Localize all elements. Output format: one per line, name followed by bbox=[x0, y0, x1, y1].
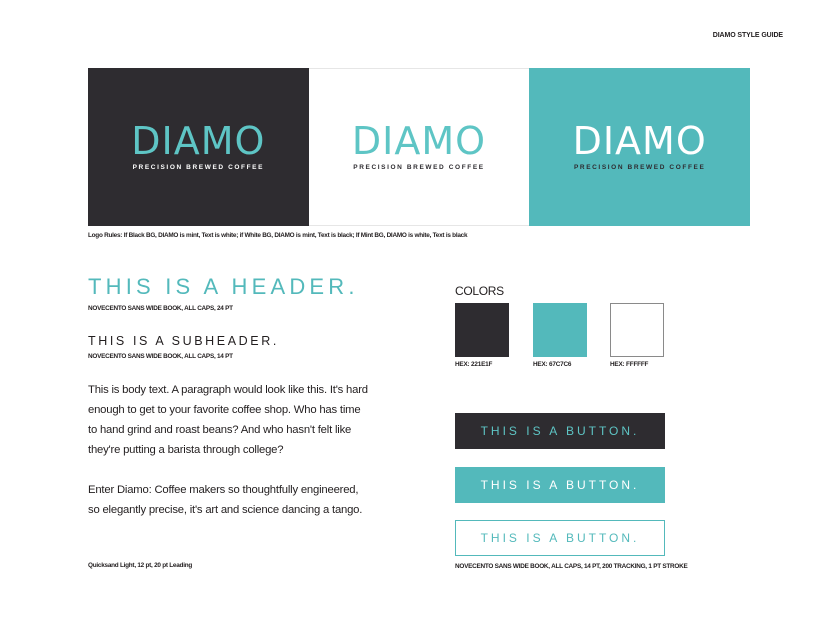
swatch-hex-label: HEX: FFFFFF bbox=[610, 361, 649, 368]
button-sample-dark[interactable]: THIS IS A BUTTON. bbox=[455, 413, 665, 449]
color-swatch-white bbox=[610, 303, 664, 357]
swatch-hex-label: HEX: 67C7C6 bbox=[533, 361, 572, 368]
logo-tagline: PRECISION BREWED COFFEE bbox=[573, 164, 706, 171]
color-swatch-dark bbox=[455, 303, 509, 357]
button-spec: NOVECENTO SANS WIDE BOOK, ALL CAPS, 14 PT, 200 TRACKING, 1 PT STROKE bbox=[455, 563, 688, 570]
button-sample-mint[interactable]: THIS IS A BUTTON. bbox=[455, 467, 665, 503]
logo-rules-caption: Logo Rules: If Black BG, DIAMO is mint, Text is white; if White BG, DIAMO is mint, Text is black; If Mint BG, DIAMO is white, Text is black bbox=[88, 232, 468, 239]
style-guide-title: DIAMO STYLE GUIDE bbox=[712, 32, 783, 39]
logo-panel-black-bg bbox=[88, 68, 309, 226]
body-text-sample bbox=[88, 380, 368, 520]
logo-variations bbox=[88, 68, 750, 226]
body-paragraph: Enter Diamo: Coffee makers so thoughtfully engineered, so elegantly precise, it's art and science dancing a tango. bbox=[88, 484, 363, 516]
button-sample-outline[interactable]: THIS IS A BUTTON. bbox=[455, 520, 665, 556]
logo-tagline: PRECISION BREWED COFFEE bbox=[353, 164, 485, 171]
header-spec: NOVECENTO SANS WIDE BOOK, ALL CAPS, 24 PT bbox=[88, 305, 233, 312]
body-spec: Quicksand Light, 12 pt, 20 pt Leading bbox=[88, 562, 193, 569]
logo-panel-mint-bg bbox=[529, 68, 750, 226]
logo-panel-white-bg bbox=[309, 68, 530, 226]
color-swatch-mint bbox=[533, 303, 587, 357]
logo-wordmark: DIAMO bbox=[131, 119, 266, 163]
subheader-spec: NOVECENTO SANS WIDE BOOK, ALL CAPS, 14 PT bbox=[88, 353, 233, 360]
body-paragraph: This is body text. A paragraph would look like this. It's hard enough to get to your favorite coffee shop. Who has time to hand grind and roast beans? And who hasn't felt like they're putting a barista through college? bbox=[88, 384, 368, 456]
logo-wordmark: DIAMO bbox=[572, 119, 707, 163]
subheader-sample: THIS IS A SUBHEADER. bbox=[88, 334, 279, 348]
colors-title: COLORS bbox=[455, 284, 504, 298]
header-sample: THIS IS A HEADER. bbox=[88, 274, 359, 299]
swatch-hex-label: HEX: 221E1F bbox=[455, 361, 493, 368]
logo-tagline: PRECISION BREWED COFFEE bbox=[132, 164, 265, 171]
logo-wordmark: DIAMO bbox=[351, 119, 487, 163]
